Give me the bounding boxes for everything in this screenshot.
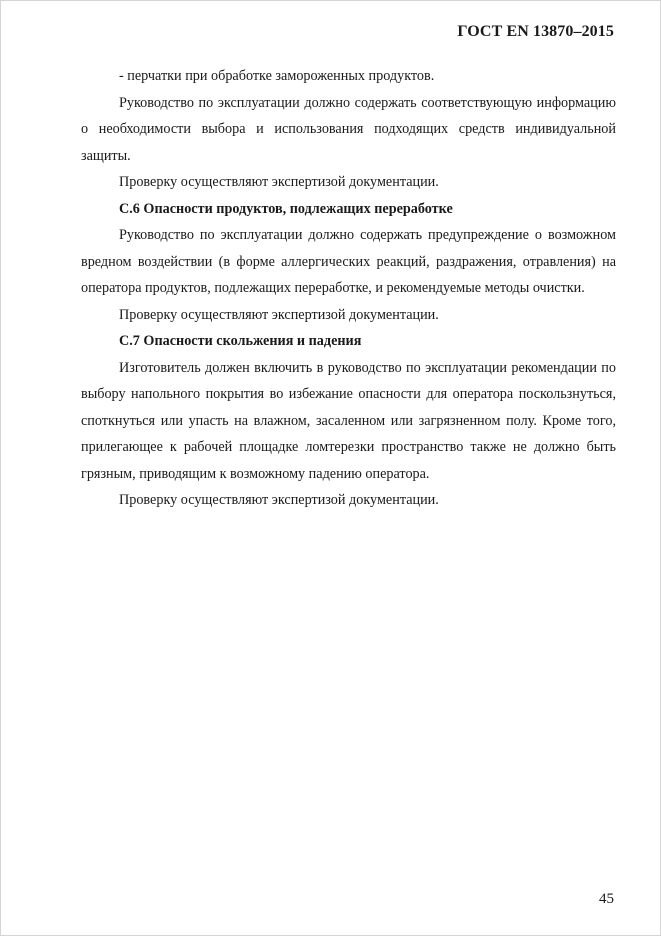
page-number: 45: [599, 891, 614, 907]
paragraph-product-hazard: Руководство по эксплуатации должно содержать предупреждение о возможном вредном воздействии (в форме аллергических реакций, раздражения, отравления) на оператора продуктов, подлежащих переработке, и рекомендуемые методы очистки.: [81, 227, 616, 296]
paragraph-gloves: - перчатки при обработке замороженных продуктов.: [119, 68, 435, 84]
document-code-header: ГОСТ EN 13870–2015: [457, 23, 614, 40]
paragraph-check-3: Проверку осуществляют экспертизой документации.: [119, 492, 439, 508]
paragraph-manual-protection: Руководство по эксплуатации должно содержать соответствующую информацию о необходимости выбора и использования подходящих средств индивидуальной защиты.: [81, 94, 616, 164]
page-content: [81, 63, 616, 514]
paragraph-slip-fall: Изготовитель должен включить в руководство по эксплуатации рекомендации по выбору напольного покрытия во избежание опасности для оператора поскользнуться, споткнуться или упасть на влажном, засаленном или загрязненном полу. Кроме того, прилегающее к рабочей площадке ломтерезки пространство также не должно быть грязным, приводящим к возможному падению оператора.: [81, 359, 616, 482]
paragraph-check-1: Проверку осуществляют экспертизой документации.: [119, 174, 439, 190]
paragraph-check-2: Проверку осуществляют экспертизой документации.: [119, 306, 439, 323]
section-heading-c7: С.7 Опасности скольжения и падения: [119, 333, 362, 349]
section-heading-c6: С.6 Опасности продуктов, подлежащих переработке: [119, 200, 453, 217]
